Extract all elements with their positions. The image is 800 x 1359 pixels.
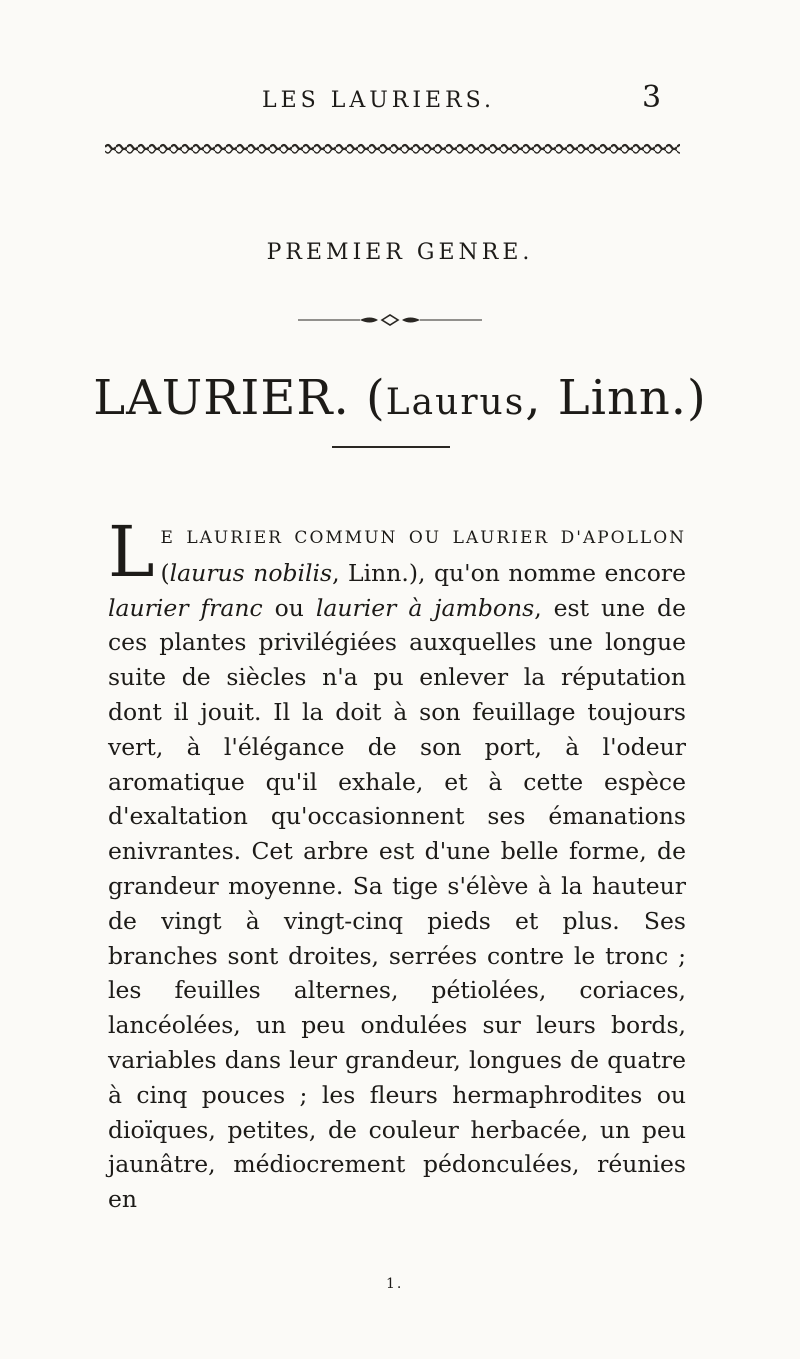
running-title: LES LAURIERS. bbox=[262, 88, 495, 113]
title-word: LAURIER. bbox=[93, 370, 350, 426]
opening-smallcaps: E LAURIER COMMUN OU LAURIER D'APOLLON bbox=[160, 528, 686, 548]
page-title bbox=[0, 370, 800, 426]
section-heading: PREMIER GENRE. bbox=[266, 240, 534, 265]
text-run: , Linn.), qu'on nomme encore bbox=[332, 558, 686, 587]
italic-term: laurier à jambons bbox=[315, 593, 535, 622]
italic-term: laurus nobilis bbox=[169, 558, 333, 587]
ornamental-border bbox=[105, 142, 680, 156]
text-run: ( bbox=[160, 558, 170, 587]
signature-mark: 1. bbox=[386, 1276, 404, 1292]
title-rule bbox=[332, 446, 450, 448]
paragraph bbox=[108, 511, 686, 1217]
title-paren-close: ) bbox=[687, 370, 707, 426]
genus-name: Laurus bbox=[385, 382, 526, 423]
title-separator: , bbox=[525, 370, 558, 426]
title-authority: Linn. bbox=[557, 370, 688, 426]
body-text bbox=[108, 511, 686, 1217]
drop-cap: L bbox=[108, 511, 155, 593]
page-number: 3 bbox=[642, 80, 662, 115]
text-run: ou bbox=[262, 593, 316, 622]
page-header bbox=[0, 78, 800, 128]
italic-term: laurier franc bbox=[108, 593, 263, 622]
title-paren-open: ( bbox=[366, 370, 386, 426]
fleuron-ornament bbox=[298, 314, 482, 326]
text-run: , est une de ces plantes privilégiées auxquelles une longue suite de siècles n'a pu enlever la réputation dont il jouit. Il la doit à son feuillage toujours vert, à l'élégance de son port, à l'odeur aromatique qu'il exhale, et à cette espèce d'exaltation qu'occasionnent ses émanations enivrantes. Cet arbre est d'une belle forme, de grandeur moyenne. Sa tige s'élève à la hauteur de vingt à vingt-cinq pieds et plus. Ses branches sont droites, serrées contre le tronc ; les feuilles alternes, pétiolées, coriaces, lancéolées, un peu ondulées sur leurs bords, variables dans leur grandeur, longues de quatre à cinq pouces ; les fleurs hermaphrodites ou dioïques, petites, de couleur herbacée, un peu jaunâtre, médiocrement pédonculées, réunies en bbox=[108, 593, 686, 1214]
